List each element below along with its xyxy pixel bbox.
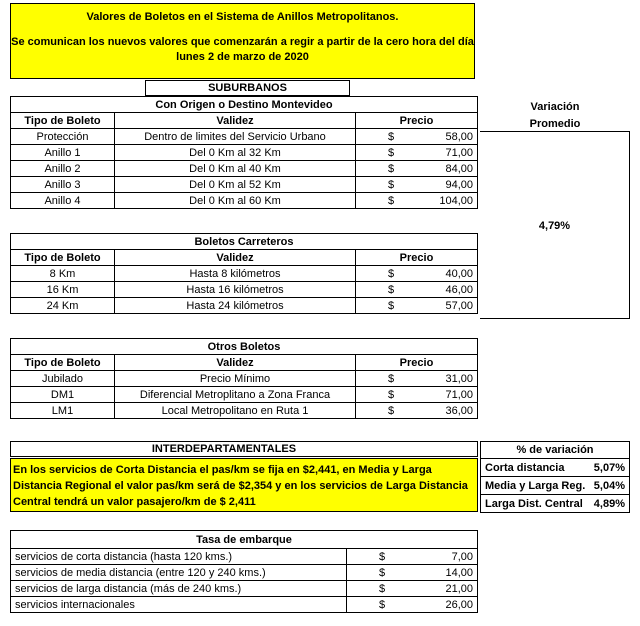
table-row	[11, 371, 478, 387]
table-row	[11, 177, 478, 193]
table-row	[481, 459, 630, 477]
row-tipo: Anillo 1	[11, 145, 115, 161]
table-row	[11, 387, 478, 403]
row-precio: $ 57,00	[356, 298, 478, 314]
pct-variacion-table	[480, 441, 630, 513]
header-notice-line1: Se comunican los nuevos valores que comenzarán a regir a partir de la cero hora del día	[11, 36, 474, 48]
interdep-text-line1: En los servicios de Corta Distancia el pas/km se fija en $2,441, en Media y Larga	[13, 464, 432, 476]
suburbanos-subtitle: Con Origen o Destino Montevideo	[11, 97, 478, 113]
row-validez: Del 0 Km al 60 Km	[115, 193, 356, 209]
row-validez: Hasta 16 kilómetros	[115, 282, 356, 298]
otros-title: Otros Boletos	[11, 339, 478, 355]
embarque-table	[10, 530, 478, 613]
pct-label: Media y Larga Reg.	[481, 477, 589, 495]
row-precio: $ 71,00	[356, 145, 478, 161]
row-validez: Local Metropolitano en Ruta 1	[115, 403, 356, 419]
col-header-validez: Validez	[115, 355, 356, 371]
row-validez: Hasta 8 kilómetros	[115, 266, 356, 282]
table-row	[11, 266, 478, 282]
embarque-precio: $ 21,00	[347, 581, 478, 597]
row-tipo: LM1	[11, 403, 115, 419]
col-header-tipo: Tipo de Boleto	[11, 113, 115, 129]
interdep-text-line3: Central tendrá un valor pasajero/km de $ 2,411	[13, 496, 256, 508]
variacion-header-line2: Promedio	[529, 118, 581, 130]
pct-value: 5,07%	[589, 459, 630, 477]
suburbanos-table	[10, 96, 478, 209]
pct-value: 4,89%	[589, 495, 630, 513]
row-tipo: Jubilado	[11, 371, 115, 387]
interdep-text-box	[10, 458, 478, 512]
pct-label: Larga Dist. Central	[481, 495, 589, 513]
table-row	[11, 145, 478, 161]
table-row	[11, 403, 478, 419]
table-row	[11, 581, 478, 597]
carreteros-title: Boletos Carreteros	[11, 234, 478, 250]
header-notice-line2: lunes 2 de marzo de 2020	[176, 51, 309, 63]
row-precio: $ 36,00	[356, 403, 478, 419]
table-row	[11, 129, 478, 145]
variacion-value: 4,79%	[538, 220, 571, 232]
row-precio: $ 46,00	[356, 282, 478, 298]
pct-label: Corta distancia	[481, 459, 589, 477]
col-header-precio: Precio	[356, 355, 478, 371]
embarque-label: servicios de corta distancia (hasta 120 kms.)	[11, 549, 347, 565]
row-tipo: 16 Km	[11, 282, 115, 298]
row-precio: $ 84,00	[356, 161, 478, 177]
embarque-precio: $ 7,00	[347, 549, 478, 565]
row-precio: $ 40,00	[356, 266, 478, 282]
carreteros-table	[10, 233, 478, 314]
row-precio: $ 58,00	[356, 129, 478, 145]
col-header-tipo: Tipo de Boleto	[11, 250, 115, 266]
row-validez: Hasta 24 kilómetros	[115, 298, 356, 314]
embarque-title: Tasa de embarque	[11, 531, 478, 549]
variacion-header-line1: Variación	[530, 101, 580, 113]
row-validez: Del 0 Km al 40 Km	[115, 161, 356, 177]
suburbanos-title: SUBURBANOS	[145, 80, 350, 96]
row-tipo: Protección	[11, 129, 115, 145]
table-row	[11, 565, 478, 581]
header-title: Valores de Boletos en el Sistema de Anillos Metropolitanos.	[86, 11, 399, 23]
row-tipo: DM1	[11, 387, 115, 403]
embarque-precio: $ 26,00	[347, 597, 478, 613]
row-precio: $ 104,00	[356, 193, 478, 209]
row-validez: Del 0 Km al 32 Km	[115, 145, 356, 161]
row-tipo: 8 Km	[11, 266, 115, 282]
pct-header: % de variación	[481, 442, 630, 459]
table-row	[481, 495, 630, 513]
row-validez: Del 0 Km al 52 Km	[115, 177, 356, 193]
col-header-tipo: Tipo de Boleto	[11, 355, 115, 371]
table-row	[11, 549, 478, 565]
row-tipo: 24 Km	[11, 298, 115, 314]
header-box	[10, 3, 475, 79]
row-tipo: Anillo 3	[11, 177, 115, 193]
embarque-label: servicios de larga distancia (más de 240 kms.)	[11, 581, 347, 597]
row-validez: Diferencial Metroplitano a Zona Franca	[115, 387, 356, 403]
col-header-precio: Precio	[356, 113, 478, 129]
col-header-validez: Validez	[115, 113, 356, 129]
otros-table	[10, 338, 478, 419]
interdep-title: INTERDEPARTAMENTALES	[10, 441, 478, 457]
row-validez: Dentro de limites del Servicio Urbano	[115, 129, 356, 145]
table-row	[11, 282, 478, 298]
table-row	[11, 193, 478, 209]
row-precio: $ 31,00	[356, 371, 478, 387]
table-row	[11, 597, 478, 613]
embarque-precio: $ 14,00	[347, 565, 478, 581]
table-row	[481, 477, 630, 495]
row-precio: $ 94,00	[356, 177, 478, 193]
pct-value: 5,04%	[589, 477, 630, 495]
variacion-header	[480, 99, 630, 133]
interdep-text-line2: Distancia Regional el valor pas/km será de $2,354 y en los servicios de Larga Distancia	[13, 480, 468, 492]
embarque-label: servicios internacionales	[11, 597, 347, 613]
embarque-label: servicios de media distancia (entre 120 y 240 kms.)	[11, 565, 347, 581]
table-row	[11, 161, 478, 177]
row-validez: Precio Mínimo	[115, 371, 356, 387]
table-row	[11, 298, 478, 314]
row-tipo: Anillo 4	[11, 193, 115, 209]
row-precio: $ 71,00	[356, 387, 478, 403]
variacion-box	[480, 131, 630, 319]
col-header-validez: Validez	[115, 250, 356, 266]
col-header-precio: Precio	[356, 250, 478, 266]
row-tipo: Anillo 2	[11, 161, 115, 177]
